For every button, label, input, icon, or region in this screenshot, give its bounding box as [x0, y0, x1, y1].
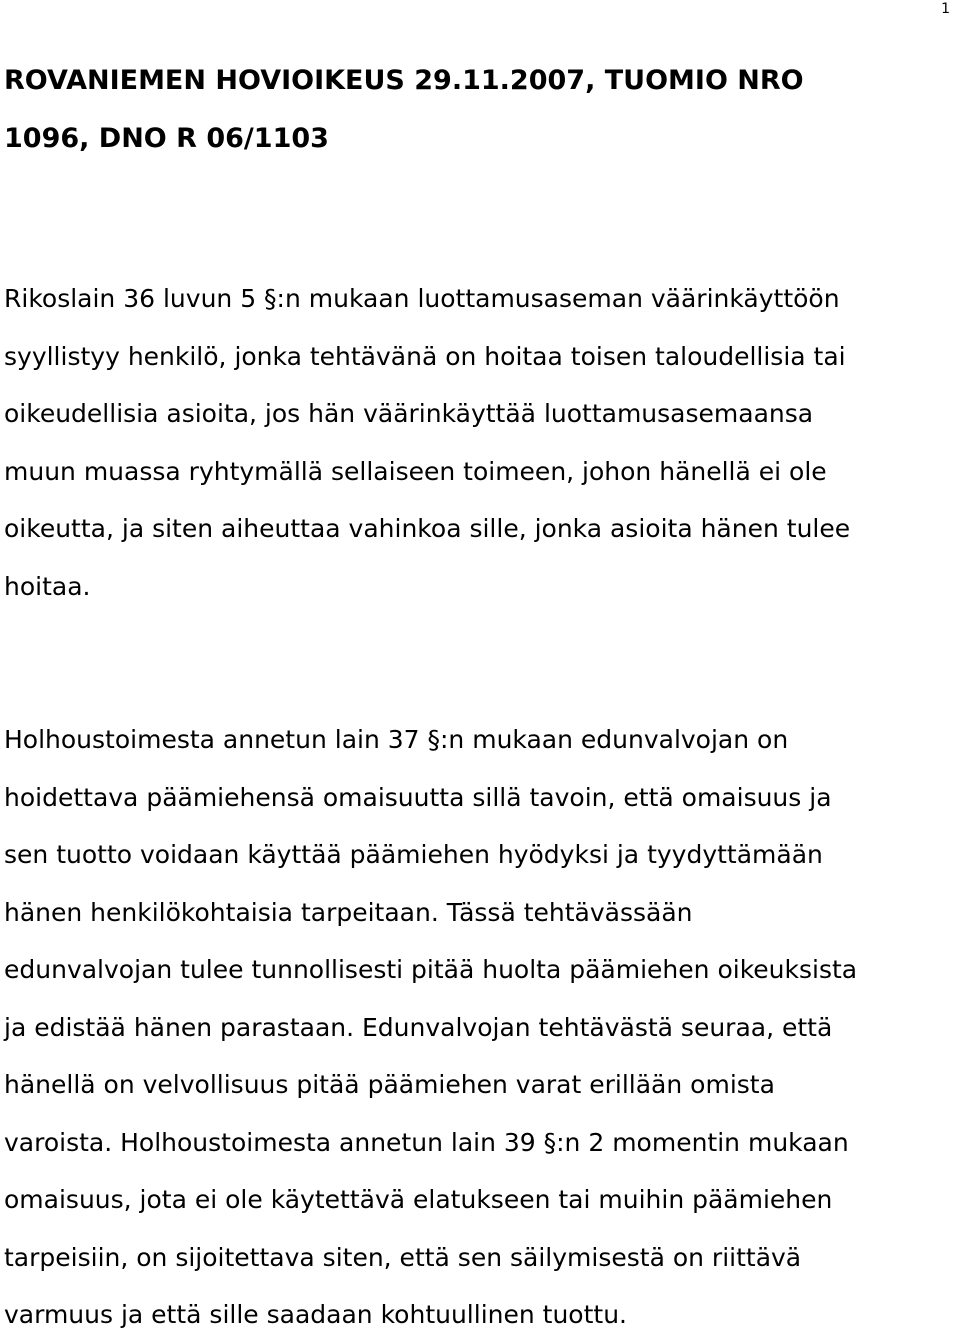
text-line: ja edistää hänen parastaan. Edunvalvojan tehtävästä seuraa, että [4, 1012, 833, 1042]
text-line: oikeutta, ja siten aiheuttaa vahinkoa sille, jonka asioita hänen tulee [4, 514, 851, 543]
text-line: muun muassa ryhtymällä sellaiseen toimeen, johon hänellä ei ole [4, 456, 827, 486]
text-line: Holhoustoimesta annetun lain 37 §:n mukaan edunvalvojan on [4, 725, 789, 754]
text-line: hoidettava päämiehensä omaisuutta sillä tavoin, että omaisuus ja [4, 782, 832, 812]
title-line: ROVANIEMEN HOVIOIKEUS 29.11.2007, TUOMIO NRO [4, 65, 804, 96]
document-title [4, 52, 944, 168]
text-line: hoitaa. [4, 571, 91, 601]
text-line: hänellä on velvollisuus pitää päämiehen varat erillään omista [4, 1070, 775, 1099]
page-number: 1 [941, 1, 950, 17]
text-line: Rikoslain 36 luvun 5 §:n mukaan luottamusaseman väärinkäyttöön [4, 284, 840, 313]
text-line: syyllistyy henkilö, jonka tehtävänä on hoitaa toisen taloudellisia tai [4, 341, 846, 371]
text-line: oikeudellisia asioita, jos hän väärinkäyttää luottamusasemaansa [4, 399, 814, 428]
text-line: varmuus ja että sille saadaan kohtuullinen tuottu. [4, 1300, 627, 1329]
paragraph-guardianship-act [4, 711, 954, 1344]
text-line: hänen henkilökohtaisia tarpeitaan. Tässä tehtävässään [4, 897, 693, 927]
text-line: varoista. Holhoustoimesta annetun lain 39 §:n 2 momentin mukaan [4, 1127, 849, 1157]
title-line: 1096, DNO R 06/1103 [4, 123, 329, 154]
text-line: edunvalvojan tulee tunnollisesti pitää huolta päämiehen oikeuksista [4, 955, 858, 984]
text-line: tarpeisiin, on sijoitettava siten, että sen säilymisestä on riittävä [4, 1242, 802, 1272]
text-line: sen tuotto voidaan käyttää päämiehen hyödyksi ja tyydyttämään [4, 840, 823, 869]
paragraph-criminal-code [4, 270, 954, 615]
text-line: omaisuus, jota ei ole käytettävä elatukseen tai muihin päämiehen [4, 1185, 833, 1214]
